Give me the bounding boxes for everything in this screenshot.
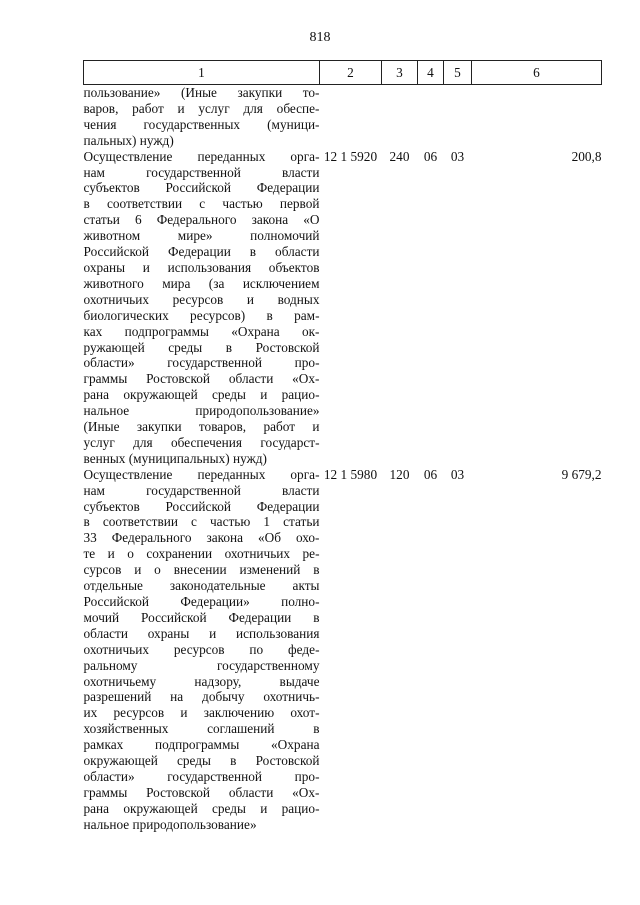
description-line: венных (муниципальных) нужд) xyxy=(83,450,267,466)
table-row xyxy=(84,85,602,149)
description-line: в соответствии с частью 1 статьи xyxy=(83,514,320,530)
description-line: биологических ресурсов) в рам- xyxy=(83,307,320,323)
description-line: их ресурсов и заключению охот- xyxy=(83,705,320,721)
column-header: 6 xyxy=(472,61,602,85)
description-line: субъектов Российской Федерации xyxy=(83,498,320,514)
expense-type-code: 240 xyxy=(389,148,410,164)
row-description xyxy=(84,467,320,833)
description-line: пользование» (Иные закупки то- xyxy=(83,85,320,100)
row-description xyxy=(84,149,320,467)
column-header: 1 xyxy=(84,61,320,85)
target-article-code: 12 1 5920 xyxy=(323,148,378,164)
description-line: охотничьих ресурсов по феде- xyxy=(83,641,320,657)
description-line: нам государственной власти xyxy=(83,164,320,180)
description-line: граммы Ростовской области «Ох- xyxy=(83,371,320,387)
subsection-code: 03 xyxy=(450,466,465,482)
description-line: услуг для обеспечения государст- xyxy=(83,434,320,450)
description-line: охраны и использования объектов xyxy=(83,259,320,275)
description-line: Осуществление переданных орга- xyxy=(83,466,320,482)
budget-table xyxy=(83,60,602,833)
page-number: 818 xyxy=(309,30,331,45)
expense-type-code xyxy=(382,85,418,149)
description-line: 33 Федерального закона «Об охо- xyxy=(83,530,320,546)
description-line: отдельные законодательные акты xyxy=(83,578,320,594)
description-line: в соответствии с частью первой xyxy=(83,196,320,212)
description-line: варов, работ и услуг для обеспе- xyxy=(83,100,320,116)
section-code: 06 xyxy=(423,148,438,164)
table-body xyxy=(84,85,602,833)
description-line: нам государственной власти xyxy=(83,482,320,498)
description-line: Российской Федерации» полно- xyxy=(83,594,320,609)
table-row xyxy=(84,149,602,467)
description-line: чения государственных (муници- xyxy=(83,116,320,132)
subsection-code: 03 xyxy=(450,148,465,164)
description-line: животном мире» полномочий xyxy=(83,228,320,244)
description-line: разрешений на добычу охотничь- xyxy=(83,689,320,705)
description-line: статьи 6 Федерального закона «О xyxy=(83,212,320,228)
amount-value: 9 679,2 xyxy=(561,466,602,482)
description-line: области охраны и использования xyxy=(83,625,320,641)
description-line: нальное природопользование» xyxy=(83,403,320,419)
amount-value xyxy=(472,85,602,149)
description-line: Осуществление переданных орга- xyxy=(83,148,320,164)
description-line: животного мира (за исключением xyxy=(83,275,320,291)
description-line: рана окружающей среды и рацио- xyxy=(83,387,320,403)
description-line: мочий Российской Федерации в xyxy=(83,609,320,625)
column-header: 5 xyxy=(444,61,472,85)
description-line: хозяйственных соглашений в xyxy=(83,721,320,737)
description-line: области» государственной про- xyxy=(83,768,320,784)
row-description xyxy=(84,85,320,149)
description-line: охотничьих ресурсов и водных xyxy=(83,291,320,307)
description-line: ральному государственному xyxy=(83,657,320,673)
target-article-code xyxy=(320,85,382,149)
description-line: области» государственной про- xyxy=(83,355,320,371)
description-line: те и о сохранении охотничьих ре- xyxy=(83,546,320,562)
description-line: субъектов Российской Федерации xyxy=(83,180,320,196)
description-line: ружающей среды в Ростовской xyxy=(83,339,320,355)
column-header: 2 xyxy=(320,61,382,85)
table-header xyxy=(84,61,602,85)
description-line: нальное природопользование» xyxy=(83,816,257,832)
description-line: охотничьему надзору, выдаче xyxy=(83,673,320,689)
description-line: граммы Ростовской области «Ох- xyxy=(83,784,320,800)
target-article-code: 12 1 5980 xyxy=(323,466,378,482)
section-code: 06 xyxy=(423,466,438,482)
table-row xyxy=(84,467,602,833)
section-code xyxy=(418,85,444,149)
description-line: рана окружающей среды и рацио- xyxy=(83,800,320,816)
amount-value: 200,8 xyxy=(571,148,602,164)
column-header: 3 xyxy=(382,61,418,85)
description-line: пальных) нужд) xyxy=(83,132,174,148)
subsection-code xyxy=(444,85,472,149)
description-line: ках подпрограммы «Охрана ок- xyxy=(83,323,320,339)
description-line: окружающей среды в Ростовской xyxy=(83,753,320,769)
expense-type-code: 120 xyxy=(389,466,410,482)
column-header: 4 xyxy=(418,61,444,85)
description-line: рамках подпрограммы «Охрана xyxy=(83,737,320,753)
description-line: Российской Федерации в области xyxy=(83,244,320,260)
description-line: (Иные закупки товаров, работ и xyxy=(83,419,320,435)
description-line: сурсов и о внесении изменений в xyxy=(83,562,320,578)
